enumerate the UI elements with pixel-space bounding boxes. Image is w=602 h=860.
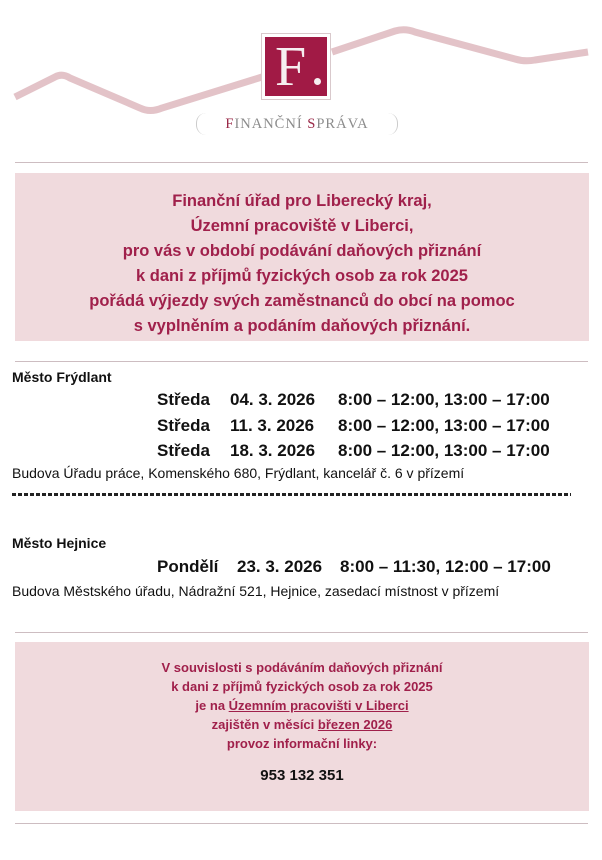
schedule-hours: 8:00 – 12:00, 13:00 – 17:00	[338, 390, 550, 409]
location-address: Budova Městského úřadu, Nádražní 521, Hejnice, zasedací místnost v přízemí	[12, 583, 500, 599]
office-link: Územním pracovišti v Liberci	[228, 698, 409, 713]
schedule-date: 23. 3. 2026	[237, 557, 323, 576]
location-address: Budova Úřadu práce, Komenského 680, Frýdlant, kancelář č. 6 v přízemí	[12, 465, 465, 481]
header	[0, 0, 602, 150]
schedule-day: Pondělí	[157, 557, 219, 576]
info-line: k dani z příjmů fyzických osob za rok 2025	[171, 679, 433, 694]
divider	[15, 361, 588, 362]
schedule-day: Středa	[157, 416, 210, 435]
schedule-hours: 8:00 – 12:00, 13:00 – 17:00	[338, 441, 550, 460]
schedule-hours: 8:00 – 12:00, 13:00 – 17:00	[338, 416, 550, 435]
brand-name	[196, 113, 398, 135]
intro-line: pro vás v období podávání daňových přiznání	[122, 242, 482, 260]
intro-line: pořádá výjezdy svých zaměstnanců do obcí na pomoc	[89, 292, 515, 310]
logo-letter: F	[275, 36, 307, 98]
schedule-date: 11. 3. 2026	[230, 416, 315, 435]
schedule-date: 18. 3. 2026	[230, 441, 316, 460]
schedule-row	[0, 388, 602, 412]
schedule-day: Středa	[157, 441, 210, 460]
schedule-hours: 8:00 – 11:30, 12:00 – 17:00	[340, 557, 551, 576]
schedule-day: Středa	[157, 390, 210, 409]
city-heading: Město Frýdlant	[12, 369, 112, 385]
schedule-date: 04. 3. 2026	[230, 390, 316, 409]
brand-text-1: INANČNÍ	[234, 116, 308, 132]
schedule-row	[0, 414, 602, 438]
info-line: provoz informační linky:	[226, 736, 378, 751]
info-box	[15, 642, 589, 811]
brand-initial: F	[225, 116, 235, 132]
info-line: V souvislosti s podáváním daňových přiznání	[161, 660, 443, 675]
phone-number: 953 132 351	[260, 767, 344, 784]
brand-initial-2: S	[307, 116, 317, 132]
info-text: zajištěn v měsíci	[211, 717, 318, 732]
info-line	[15, 696, 589, 715]
city-heading: Město Hejnice	[12, 535, 107, 551]
divider	[15, 823, 588, 824]
logo-dot-icon	[314, 78, 321, 85]
intro-box	[15, 173, 589, 341]
divider	[15, 162, 588, 163]
info-text: je na	[195, 698, 229, 713]
divider	[15, 632, 588, 633]
intro-line: Finanční úřad pro Liberecký kraj,	[172, 192, 432, 210]
intro-line: Územní pracoviště v Liberci,	[190, 217, 414, 235]
intro-line: k dani z příjmů fyzických osob za rok 2025	[136, 267, 468, 285]
intro-line: s vyplněním a podáním daňových přiznání.	[133, 317, 471, 335]
schedule-row	[0, 439, 602, 463]
month-link: březen 2026	[317, 717, 393, 732]
financni-sprava-logo	[261, 33, 331, 100]
brand-text-2: PRÁVA	[316, 116, 369, 132]
info-line	[15, 715, 589, 734]
schedule-row	[0, 555, 602, 579]
dashed-separator	[12, 493, 571, 496]
